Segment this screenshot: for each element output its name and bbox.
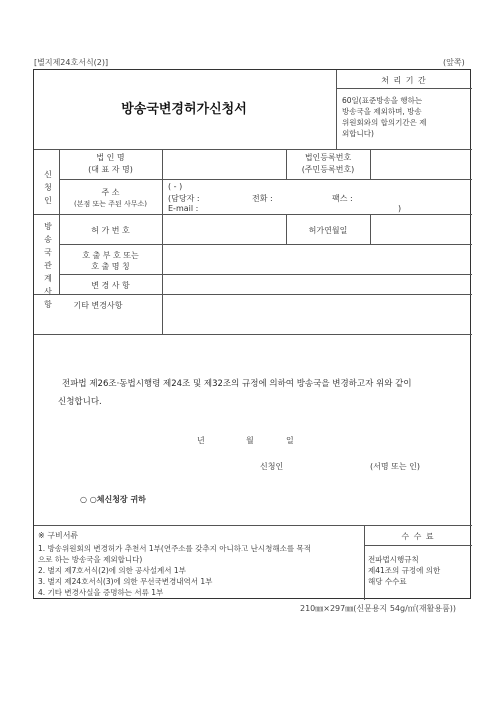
zip-code-line: ( - ) bbox=[168, 182, 183, 191]
application-form bbox=[33, 69, 471, 599]
sign-or-seal-label: (서명 또는 인) bbox=[370, 462, 420, 471]
addressee-label: ○ ○체신청장 귀하 bbox=[80, 495, 146, 504]
address-label: 주 소 bbox=[101, 188, 120, 197]
address-field[interactable] bbox=[194, 180, 464, 214]
license-no-field[interactable] bbox=[166, 218, 282, 240]
paper-spec: 210㎜×297㎜(신문용지 54g/㎡(재활용품)) bbox=[300, 604, 457, 613]
license-no-label: 허 가 번 호 bbox=[91, 226, 130, 235]
corp-reg-no-field[interactable] bbox=[374, 153, 468, 175]
email-label: E-mail : bbox=[168, 204, 199, 213]
applicant-section-label: 신 청 인 bbox=[44, 170, 52, 205]
attachment-item: 으로 하는 방송국을 제외합니다) bbox=[38, 555, 143, 564]
attachment-item: 2. 별지 제7호서식(2)에 의한 공사설계서 1부 bbox=[38, 566, 186, 575]
station-section-label: 방 송 국 관 계 사 항 bbox=[44, 222, 52, 309]
fee-text: 전파법시행규칙 제41조의 규정에 의한 해당 수수료 bbox=[368, 555, 441, 586]
license-date-field[interactable] bbox=[374, 218, 468, 240]
day-label: 일 bbox=[286, 436, 294, 445]
declaration-text: 전파법 제26조·동법시행령 제24조 및 제32조의 규정에 의하여 방송국을 변경하고자 위와 같이 신청합니다. bbox=[58, 379, 412, 407]
phone-label: 전화 : bbox=[252, 194, 273, 203]
attachment-item: 3. 별지 제24호서식(3)에 의한 무선국변경내역서 1부 bbox=[38, 577, 213, 586]
change-items-label: 변 경 사 항 bbox=[91, 281, 130, 290]
other-changes-label: 기타 변경사항 bbox=[73, 301, 123, 310]
call-sign-label-1: 호 출 부 호 또는 bbox=[82, 251, 139, 260]
rep-name-label: (대 표 자 명) bbox=[88, 165, 133, 174]
attachment-item: 1. 방송위원회의 변경허가 추천서 1부(연주소를 갖추지 아니하고 난시청해소를 목적 bbox=[38, 544, 312, 553]
contact-person-label: (담당자 : bbox=[168, 194, 200, 203]
attachments-list bbox=[38, 543, 311, 598]
call-sign-field[interactable] bbox=[166, 248, 466, 270]
month-label: 월 bbox=[246, 436, 254, 445]
other-changes-field[interactable] bbox=[166, 297, 466, 327]
corp-name-field[interactable] bbox=[166, 153, 282, 175]
address-sub-label: (본점 또는 주된 사무소) bbox=[74, 200, 147, 208]
resident-reg-no-label: (주민등록번호) bbox=[301, 165, 355, 174]
year-label: 년 bbox=[197, 436, 205, 445]
corp-name-label: 법 인 명 bbox=[96, 153, 125, 162]
corp-reg-no-label: 법인등록번호 bbox=[304, 153, 352, 162]
email-close-paren: ) bbox=[398, 204, 402, 213]
call-sign-label-2: 호 출 명 칭 bbox=[91, 262, 130, 271]
applicant-sign-label: 신청인 bbox=[260, 462, 284, 471]
processing-period-label: 처 리 기 간 bbox=[381, 76, 427, 85]
fax-label: 팩스 : bbox=[332, 194, 353, 203]
fee-label: 수 수 료 bbox=[401, 532, 435, 541]
form-title: 방송국변경허가신청서 bbox=[121, 102, 247, 117]
attachments-title: ※ 구비서류 bbox=[38, 531, 79, 540]
page-side-label: (앞쪽) bbox=[443, 58, 465, 67]
form-code: [별지제24호서식(2)] bbox=[34, 58, 109, 67]
license-date-label: 허가연월일 bbox=[308, 226, 348, 235]
attachment-item: 4. 기타 변경사실을 증명하는 서류 1부 bbox=[38, 588, 164, 597]
processing-period-text: 60일(표준방송을 행하는 방송국을 제외하며, 방송 위원회와의 합의기간은 제 외합니다) bbox=[342, 96, 427, 138]
